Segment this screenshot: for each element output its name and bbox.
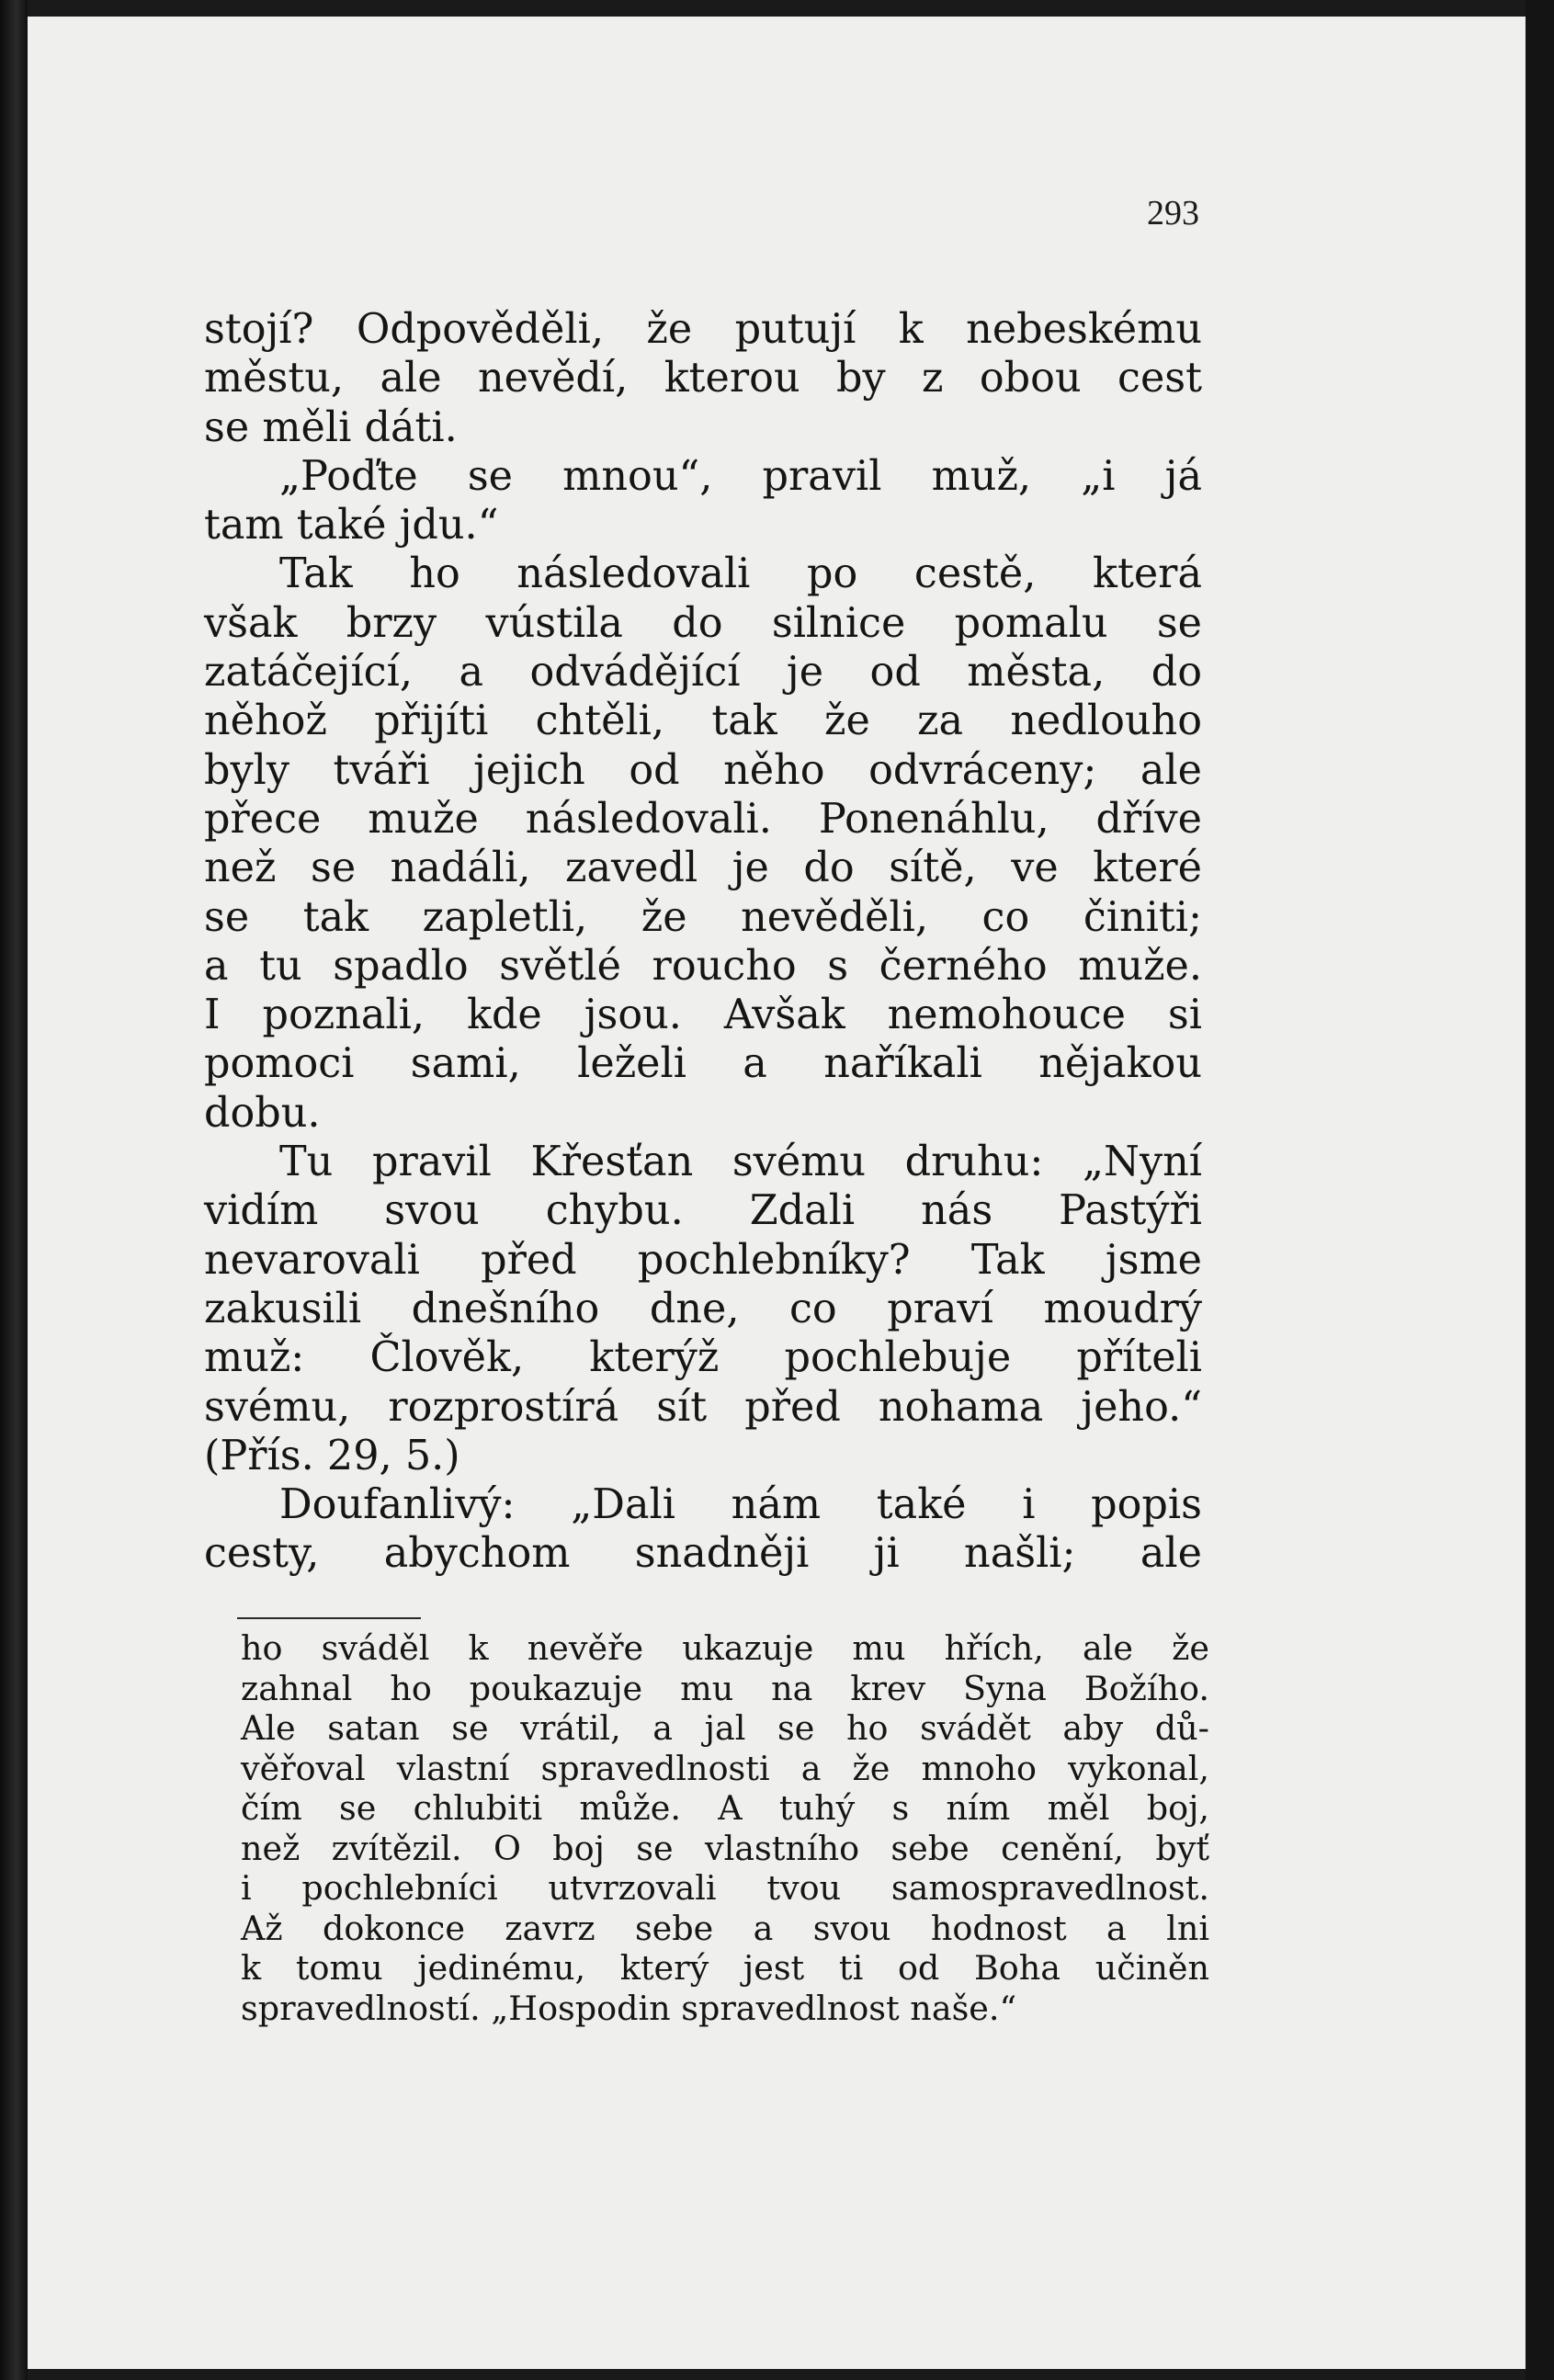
body-line: dobu. (204, 1089, 321, 1137)
body-line: než se nadáli, zavedl je do sítě, ve které (204, 844, 1202, 892)
footnote-line: k tomu jedinému, který jest ti od Boha učiněn (241, 1948, 1209, 1988)
footnote-line: než zvítězil. O boj se vlastního sebe cenění, byť (241, 1828, 1209, 1868)
body-line: vidím svou chybu. Zdali nás Pastýři (204, 1187, 1202, 1235)
body-line: muž: Člověk, kterýž pochlebuje příteli (204, 1334, 1202, 1382)
body-line: pomoci sami, leželi a naříkali nějakou (204, 1040, 1202, 1088)
body-line: svému, rozprostírá sít před nohama jeho.“ (204, 1383, 1202, 1431)
body-line: však brzy vústila do silnice pomalu se (204, 599, 1202, 647)
body-line: cesty, abychom snadněji ji našli; ale (204, 1530, 1202, 1578)
body-line: se měli dáti. (204, 403, 458, 451)
footnote-line: zahnal ho poukazuje mu na krev Syna Božího. (241, 1668, 1209, 1708)
body-line: zakusili dnešního dne, co praví moudrý (204, 1285, 1202, 1332)
body-line: zatáčející, a odvádějící je od města, do (204, 649, 1202, 697)
body-text (204, 305, 1202, 1579)
body-line: Doufanlivý: „Dali nám také i popis (279, 1481, 1202, 1529)
footnote-line: i pochlebníci utvrzovali tvou samospravedlnost. (241, 1868, 1209, 1908)
footnote-line: věřoval vlastní spravedlnosti a že mnoho vykonal, (241, 1748, 1209, 1788)
body-line: něhož přijíti chtěli, tak že za nedlouho (204, 697, 1202, 745)
body-line: tam také jdu.“ (204, 502, 499, 550)
body-line: přece muže následovali. Ponenáhlu, dříve (204, 795, 1202, 843)
body-line: byly tváři jejich od něho odvráceny; ale (204, 746, 1202, 794)
scan-right-edge (1526, 0, 1554, 2380)
footnote-divider (237, 1617, 421, 1619)
body-line: se tak zapletli, že nevěděli, co činiti; (204, 893, 1202, 941)
footnote-text (241, 1628, 1209, 2028)
body-line: (Přís. 29, 5.) (204, 1432, 460, 1479)
footnote-line: Až dokonce zavrz sebe a svou hodnost a lni (241, 1908, 1209, 1948)
footnote-line: ho sváděl k nevěře ukazuje mu hřích, ale že (241, 1628, 1209, 1668)
scan-left-edge (0, 0, 28, 2380)
body-line: Tak ho následovali po cestě, která (279, 550, 1202, 598)
body-line: a tu spadlo světlé roucho s černého muže. (204, 942, 1202, 990)
footnote-line: Ale satan se vrátil, a jal se ho svádět aby dů- (241, 1708, 1209, 1748)
body-line: stojí? Odpověděli, že putují k nebeskému (204, 306, 1202, 353)
body-line: nevarovali před pochlebníky? Tak jsme (204, 1236, 1202, 1284)
body-line: „Poďte se mnou“, pravil muž, „i já (279, 452, 1202, 500)
footnote-line: čím se chlubiti může. A tuhý s ním měl boj, (241, 1788, 1209, 1828)
footnote-line: spravedlností. „Hospodin spravedlnost naše.“ (241, 1988, 1017, 2028)
body-line: městu, ale nevědí, kterou by z obou cest (204, 355, 1202, 402)
body-line: Tu pravil Křesťan svému druhu: „Nyní (279, 1139, 1202, 1186)
body-line: I poznali, kde jsou. Avšak nemohouce si (204, 992, 1202, 1039)
page-number: 293 (1147, 194, 1199, 232)
